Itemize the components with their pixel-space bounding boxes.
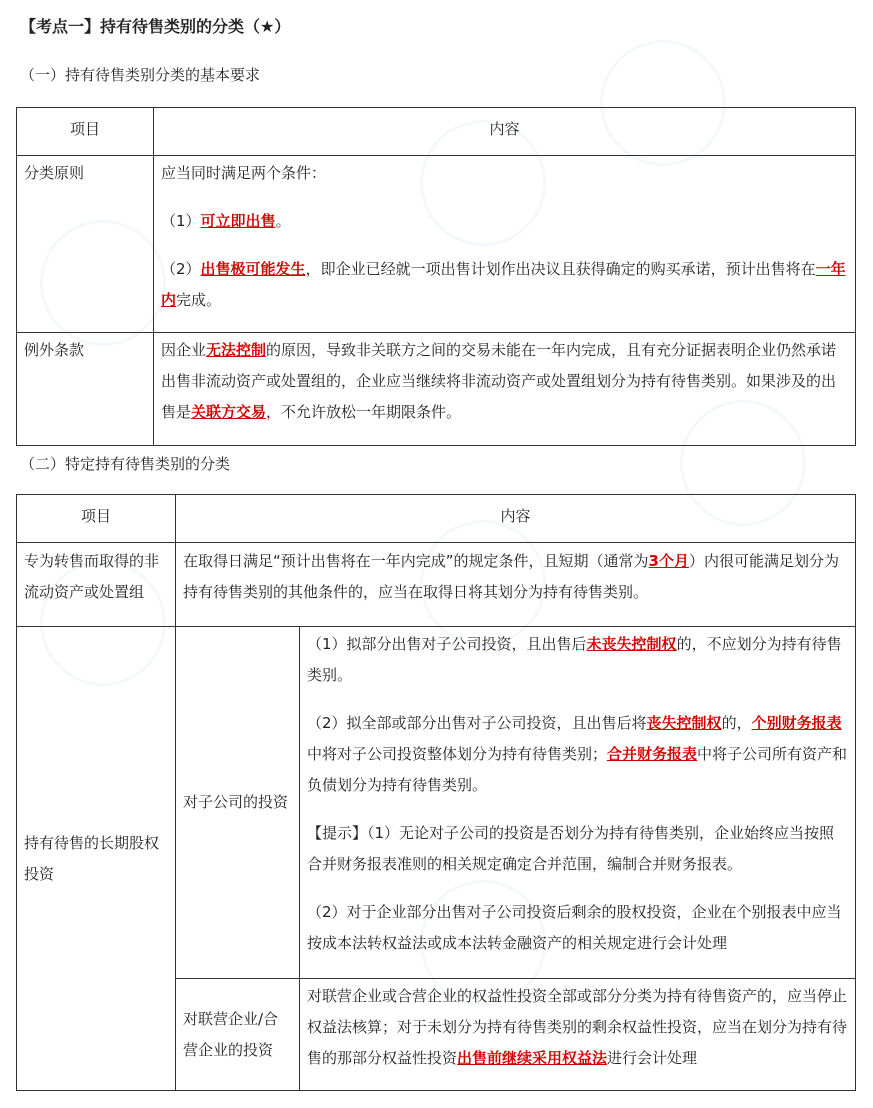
- section-heading-specific: （二）特定持有待售类别的分类: [20, 455, 231, 473]
- table-row: [17, 543, 856, 627]
- sub-row-label: 对联营企业/合营企业的投资: [176, 979, 300, 1091]
- table-row: [17, 333, 856, 446]
- table-header-row: [17, 108, 856, 156]
- tip-paragraph: 【提示】（1）无论对子公司的投资是否划分为持有待售类别，企业始终应当按照合并财务报表准则的相关规定确定合并范围，编制合并财务报表。: [307, 824, 835, 873]
- highlight: 个别财务报表: [751, 714, 842, 732]
- row-content: [154, 156, 856, 333]
- row-label: 持有待售的长期股权投资: [17, 627, 176, 1091]
- row-label: 专为转售而取得的非流动资产或处置组: [17, 543, 176, 627]
- highlight: 无法控制: [206, 341, 267, 359]
- table-row: [17, 156, 856, 333]
- table-row: [17, 627, 856, 979]
- highlight: 未丧失控制权: [586, 635, 677, 653]
- section-heading-basic: （一）持有待售类别分类的基本要求: [20, 66, 261, 84]
- paragraph: 应当同时满足两个条件：: [161, 164, 327, 182]
- highlight: 一年内: [161, 260, 846, 309]
- paragraph: 因企业无法控制的原因，导致非关联方之间的交易未能在一年内完成，且有充分证据表明企业仍然承诺出售非流动资产或处置组的，企业应当继续将非流动资产或处置组划分为持有待售类别。如果涉及的出售是关联方交易，不允许放松一年期限条件。: [161, 341, 837, 421]
- row-content: [300, 627, 856, 979]
- row-content: [176, 543, 856, 627]
- highlight: 丧失控制权: [646, 714, 722, 732]
- highlight: 关联方交易: [191, 403, 267, 421]
- highlight: 出售极可能发生: [200, 260, 306, 278]
- paragraph: （2）拟全部或部分出售对子公司投资，且出售后将丧失控制权的，个别财务报表中将对子公司投资整体划分为持有待售类别；合并财务报表中将子公司所有资产和负债划分为持有待售类别。: [307, 714, 848, 794]
- highlight: 出售前继续采用权益法: [457, 1049, 608, 1067]
- row-label: 例外条款: [17, 333, 154, 446]
- paragraph: 对联营企业或合营企业的权益性投资全部或部分分类为持有待售资产的，应当停止权益法核算；对于未划分为持有待售类别的剩余权益性投资，应当在划分为持有待售的那部分权益性投资出售前继续采用权益法进行会计处理: [307, 987, 848, 1067]
- highlight: 3个月: [648, 552, 689, 570]
- paragraph: （1）拟部分出售对子公司投资，且出售后未丧失控制权的，不应划分为持有待售类别。: [307, 635, 842, 684]
- paragraph: 在取得日满足“预计出售将在一年内完成”的规定条件，且短期（通常为3个月）内很可能满足划分为持有待售类别的其他条件的，应当在取得日将其划分为持有待售类别。: [183, 552, 839, 601]
- basic-requirements-table: [16, 107, 856, 446]
- highlight: 可立即出售: [200, 212, 276, 230]
- specific-classification-table: [16, 494, 856, 1091]
- header-content: 内容: [176, 495, 856, 543]
- row-content: [154, 333, 856, 446]
- paragraph: （2）出售极可能发生，即企业已经就一项出售计划作出决议且获得确定的购买承诺，预计出售将在一年内完成。: [161, 260, 846, 309]
- page-title: 【考点一】持有待售类别的分类（★）: [20, 17, 291, 36]
- table-header-row: [17, 495, 856, 543]
- paragraph: （2）对于企业部分出售对子公司投资后剩余的股权投资，企业在个别报表中应当按成本法转权益法或成本法转金融资产的相关规定进行会计处理: [307, 903, 842, 952]
- sub-row-label: 对子公司的投资: [176, 627, 300, 979]
- header-item: 项目: [17, 495, 176, 543]
- highlight: 合并财务报表: [607, 745, 698, 763]
- paragraph: （1）可立即出售。: [161, 212, 291, 230]
- header-content: 内容: [154, 108, 856, 156]
- row-label: 分类原则: [17, 156, 154, 333]
- header-item: 项目: [17, 108, 154, 156]
- row-content: [300, 979, 856, 1091]
